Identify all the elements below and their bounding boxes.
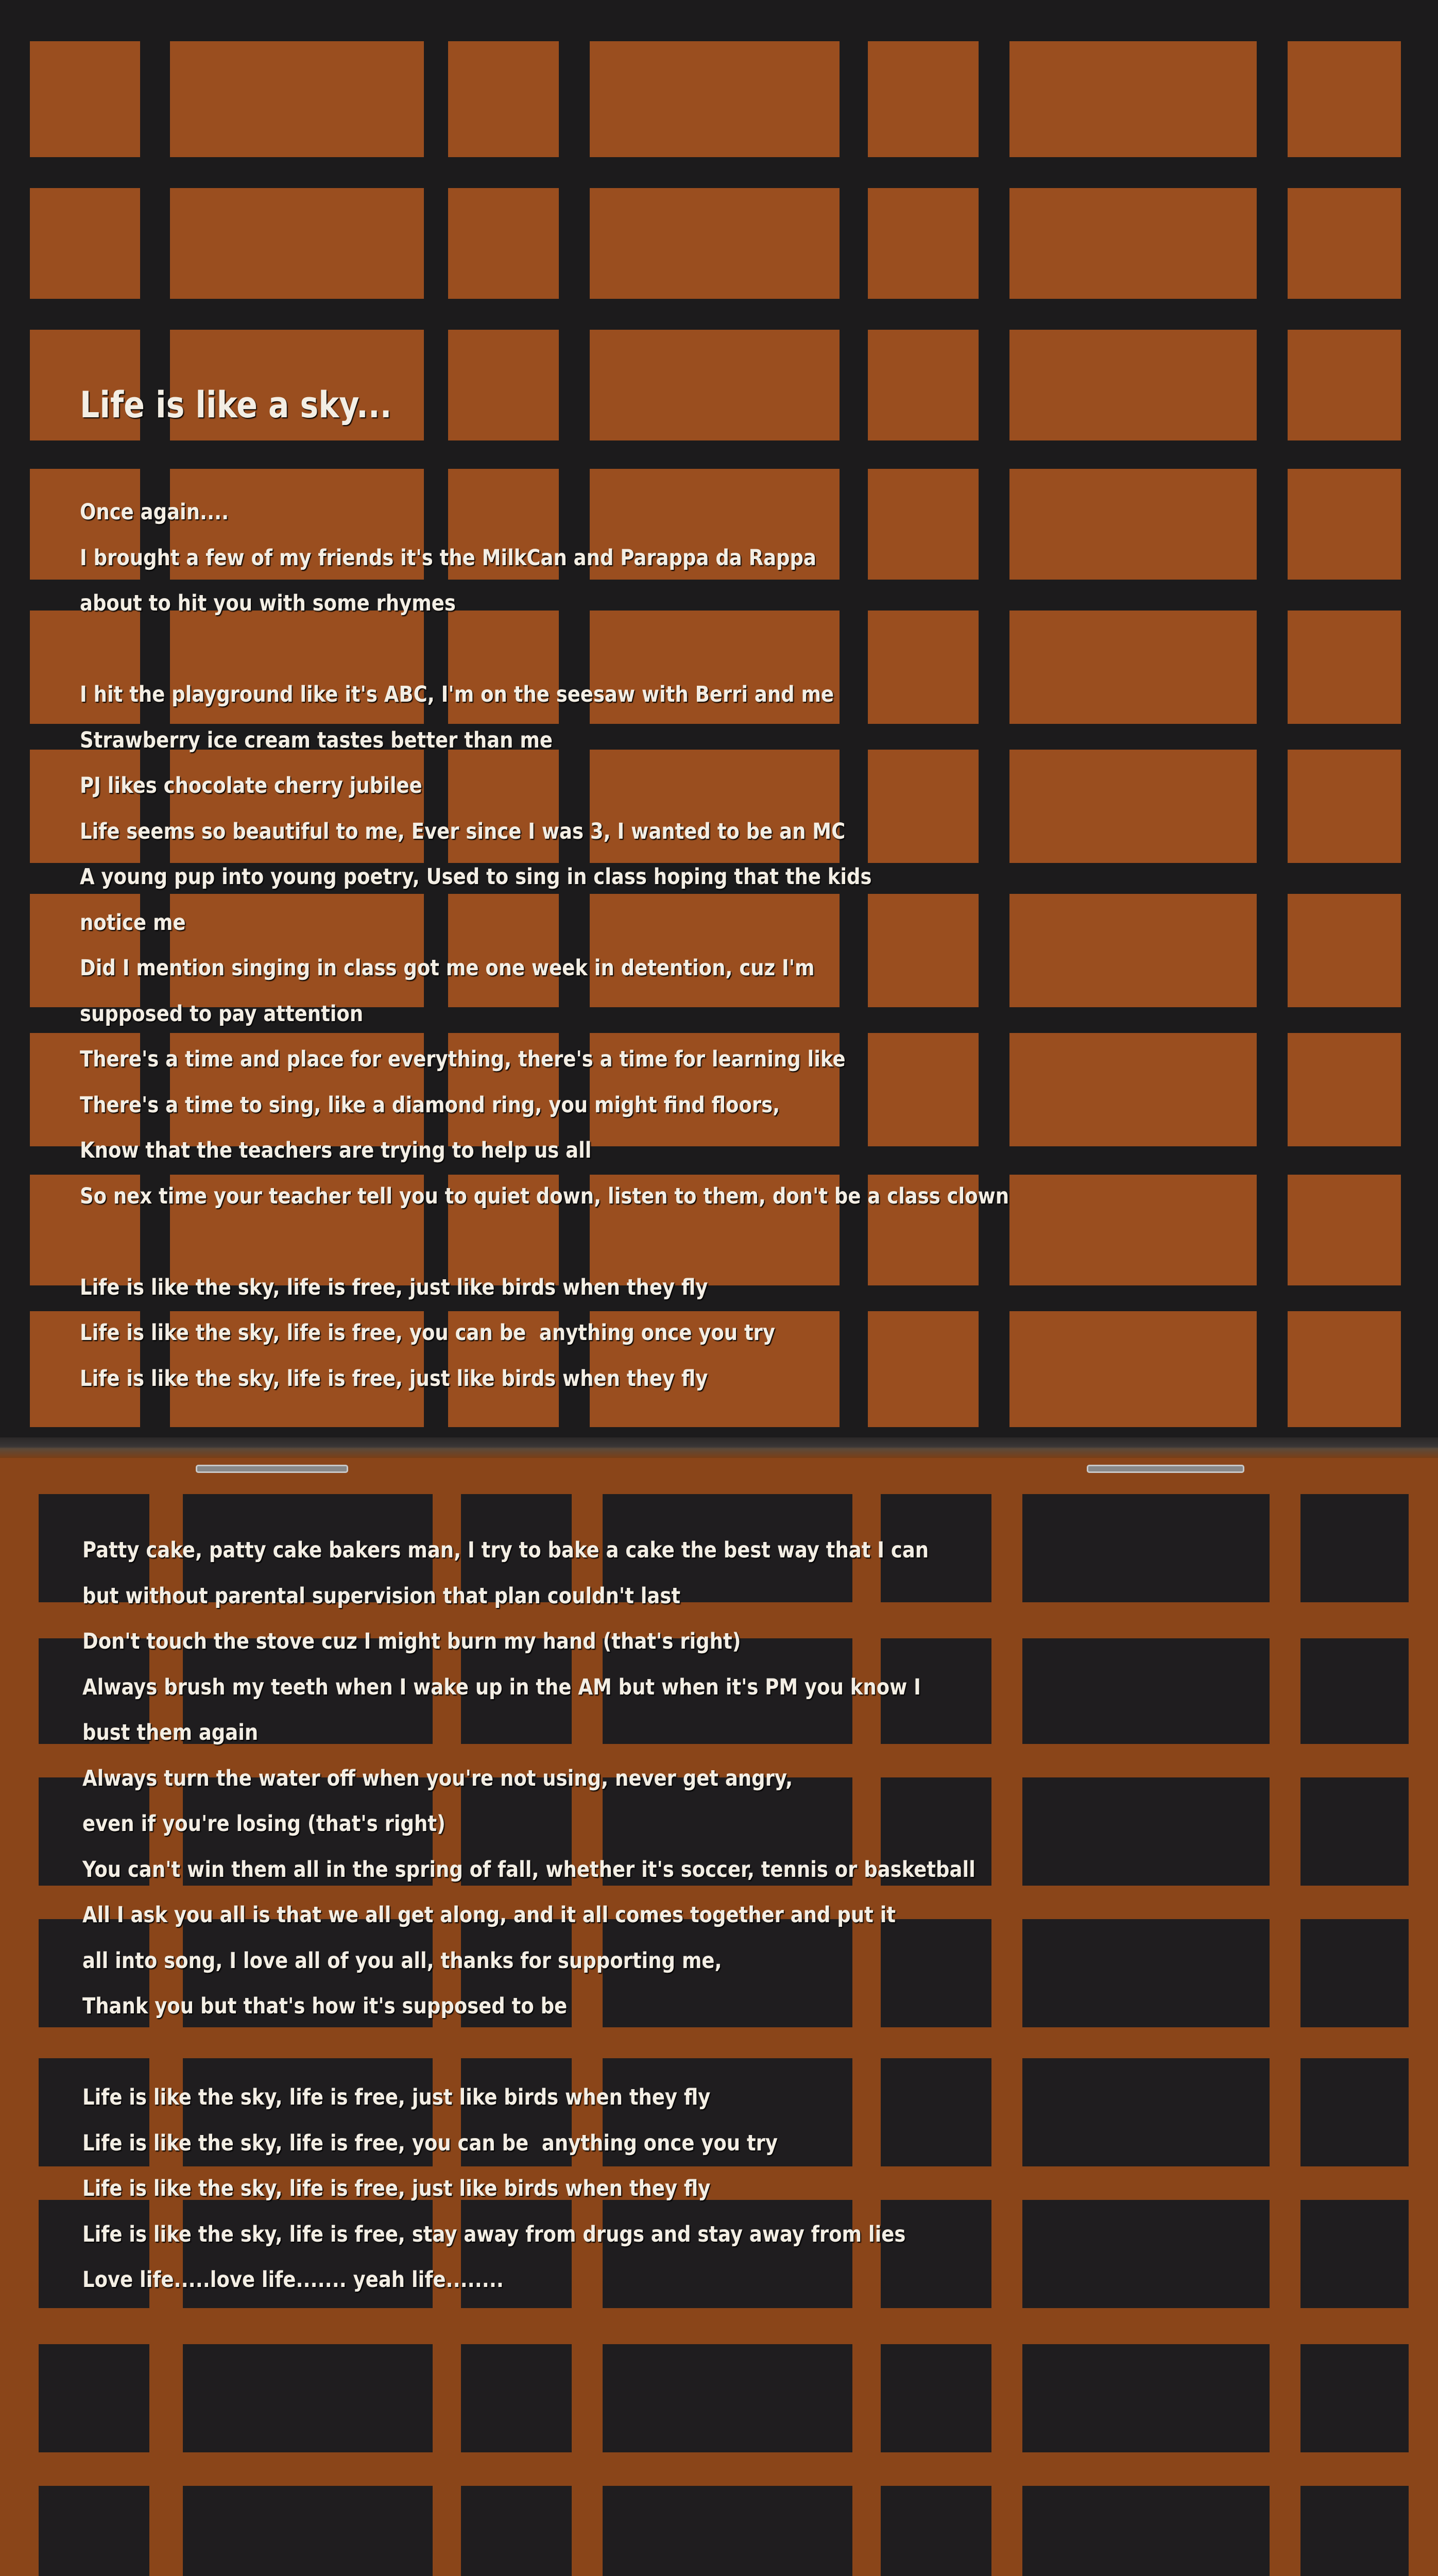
lyrics-title: Life is like a sky... <box>80 384 392 426</box>
lyric-line: Life is like the sky, life is free, just like birds when they fly <box>82 2084 711 2110</box>
lyric-line: all into song, I love all of you all, thanks for supporting me, <box>82 1947 722 1974</box>
lyric-line: Don't touch the stove cuz I might burn my hand (that's right) <box>82 1629 741 1654</box>
lyric-line: There's a time to sing, like a diamond ring, you might find floors, <box>80 1092 780 1118</box>
lyric-line: PJ likes chocolate cherry jubilee <box>80 773 422 799</box>
orange-grid-block <box>1009 1175 1257 1285</box>
orange-grid-block <box>590 41 840 157</box>
page-fold-seam <box>0 1437 1438 1458</box>
lyric-line: There's a time and place for everything, there's a time for learning like <box>80 1046 846 1072</box>
lyric-line: Patty cake, patty cake bakers man, I try to bake a cake the best way that I can <box>82 1537 929 1563</box>
orange-grid-block <box>1288 750 1401 863</box>
lyric-line: Life is like the sky, life is free, just like birds when they fly <box>82 2176 711 2201</box>
orange-grid-block <box>590 188 840 299</box>
staple-left <box>196 1465 348 1473</box>
lyric-line: even if you're losing (that's right) <box>82 1811 446 1837</box>
dark-grid-block <box>881 2486 991 2576</box>
orange-grid-block <box>1288 469 1401 580</box>
lyric-line: Love life.....love life....... yeah life........ <box>82 2267 504 2293</box>
dark-grid-block <box>1022 2486 1270 2576</box>
lyrics-verse-top <box>80 489 1009 1401</box>
lyric-line: Thank you but that's how it's supposed to be <box>82 1993 568 2019</box>
orange-grid-block <box>170 188 424 299</box>
lyric-line: You can't win them all in the spring of fall, whether it's soccer, tennis or basketball <box>82 1856 975 1883</box>
dark-grid-block <box>1300 1638 1409 1744</box>
dark-grid-block <box>881 2344 991 2452</box>
lyric-line: I brought a few of my friends it's the MilkCan and Parappa da Rappa <box>80 545 816 571</box>
lyric-line: supposed to pay attention <box>80 1001 364 1027</box>
dark-grid-block <box>1022 2200 1270 2308</box>
orange-grid-block <box>448 41 559 157</box>
orange-grid-block <box>1009 611 1257 724</box>
orange-grid-block <box>868 41 979 157</box>
dark-grid-block <box>1022 1919 1270 2027</box>
dark-grid-block <box>1300 2200 1409 2308</box>
orange-grid-block <box>1009 750 1257 863</box>
orange-grid-block <box>868 188 979 299</box>
lyric-line: Life is like the sky, life is free, just like birds when they fly <box>80 1365 708 1392</box>
dark-grid-block <box>461 2344 572 2452</box>
dark-grid-block <box>39 2344 149 2452</box>
lyric-line: Once again.... <box>80 499 229 525</box>
dark-grid-block <box>1022 1494 1270 1602</box>
stanza-gap <box>82 2029 975 2075</box>
dark-grid-block <box>183 2486 433 2576</box>
staple-right <box>1087 1465 1244 1473</box>
dark-grid-block <box>603 2344 852 2452</box>
orange-grid-block <box>448 330 559 440</box>
lyric-line: Strawberry ice cream tastes better than me <box>80 727 553 753</box>
lyric-line: but without parental supervision that plan couldn't last <box>82 1583 681 1609</box>
orange-grid-block <box>30 41 140 157</box>
dark-grid-block <box>1300 1777 1409 1886</box>
orange-grid-block <box>1009 188 1257 299</box>
dark-grid-block <box>1300 1494 1409 1602</box>
stanza-gap <box>80 1219 1009 1265</box>
dark-grid-block <box>1022 1777 1270 1886</box>
lyric-line: I hit the playground like it's ABC, I'm on the seesaw with Berri and me <box>80 682 834 707</box>
dark-grid-block <box>1022 2344 1270 2452</box>
lyric-line: Life is like the sky, life is free, you can be anything once you try <box>80 1320 776 1346</box>
orange-grid-block <box>30 188 140 299</box>
orange-grid-block <box>1009 330 1257 440</box>
orange-grid-block <box>1009 1033 1257 1146</box>
orange-grid-block <box>1288 611 1401 724</box>
orange-grid-block <box>1009 41 1257 157</box>
dark-grid-block <box>1300 1919 1409 2027</box>
lyric-line: Life seems so beautiful to me, Ever since I was 3, I wanted to be an MC <box>80 818 846 844</box>
lyric-line: Did I mention singing in class got me one week in detention, cuz I'm <box>80 955 815 981</box>
orange-grid-block <box>1009 894 1257 1007</box>
orange-grid-block <box>1288 1175 1401 1285</box>
lyric-line: Know that the teachers are trying to help us all <box>80 1138 592 1163</box>
orange-grid-block <box>868 330 979 440</box>
orange-grid-block <box>1288 330 1401 440</box>
dark-grid-block <box>1022 1638 1270 1744</box>
lyric-line: Always turn the water off when you're not using, never get angry, <box>82 1765 793 1791</box>
dark-grid-block <box>39 2486 149 2576</box>
orange-grid-block <box>448 188 559 299</box>
orange-grid-block <box>1288 1311 1401 1427</box>
lyric-line: Life is like the sky, life is free, you can be anything once you try <box>82 2130 778 2156</box>
lyric-line: Always brush my teeth when I wake up in the AM but when it's PM you know I <box>82 1674 921 1700</box>
stanza-gap <box>80 626 1009 672</box>
orange-grid-block <box>590 330 840 440</box>
lyric-line: So nex time your teacher tell you to quiet down, listen to them, don't be a class clown <box>80 1183 1009 1209</box>
lyric-line: A young pup into young poetry, Used to sing in class hoping that the kids <box>80 864 872 890</box>
orange-grid-block <box>1009 1311 1257 1427</box>
dark-grid-block <box>1300 2058 1409 2166</box>
orange-grid-block <box>1288 41 1401 157</box>
orange-grid-block <box>170 41 424 157</box>
dark-grid-block <box>603 2486 852 2576</box>
orange-grid-block <box>1288 188 1401 299</box>
lyric-line: Life is like the sky, life is free, just like birds when they fly <box>80 1274 708 1300</box>
orange-grid-block <box>1288 894 1401 1007</box>
lyrics-verse-bottom <box>82 1528 975 2303</box>
dark-grid-block <box>1300 2344 1409 2452</box>
orange-grid-block <box>1009 469 1257 580</box>
dark-grid-block <box>183 2344 433 2452</box>
lyric-line: about to hit you with some rhymes <box>80 590 456 616</box>
lyric-line: Life is like the sky, life is free, stay away from drugs and stay away from lies <box>82 2221 906 2247</box>
dark-grid-block <box>1022 2058 1270 2166</box>
lyric-line: All I ask you all is that we all get along, and it all comes together and put it <box>82 1902 896 1928</box>
dark-grid-block <box>461 2486 572 2576</box>
lyric-line: notice me <box>80 909 186 936</box>
lyric-line: bust them again <box>82 1720 259 1745</box>
orange-grid-block <box>1288 1033 1401 1146</box>
dark-grid-block <box>1300 2486 1409 2576</box>
